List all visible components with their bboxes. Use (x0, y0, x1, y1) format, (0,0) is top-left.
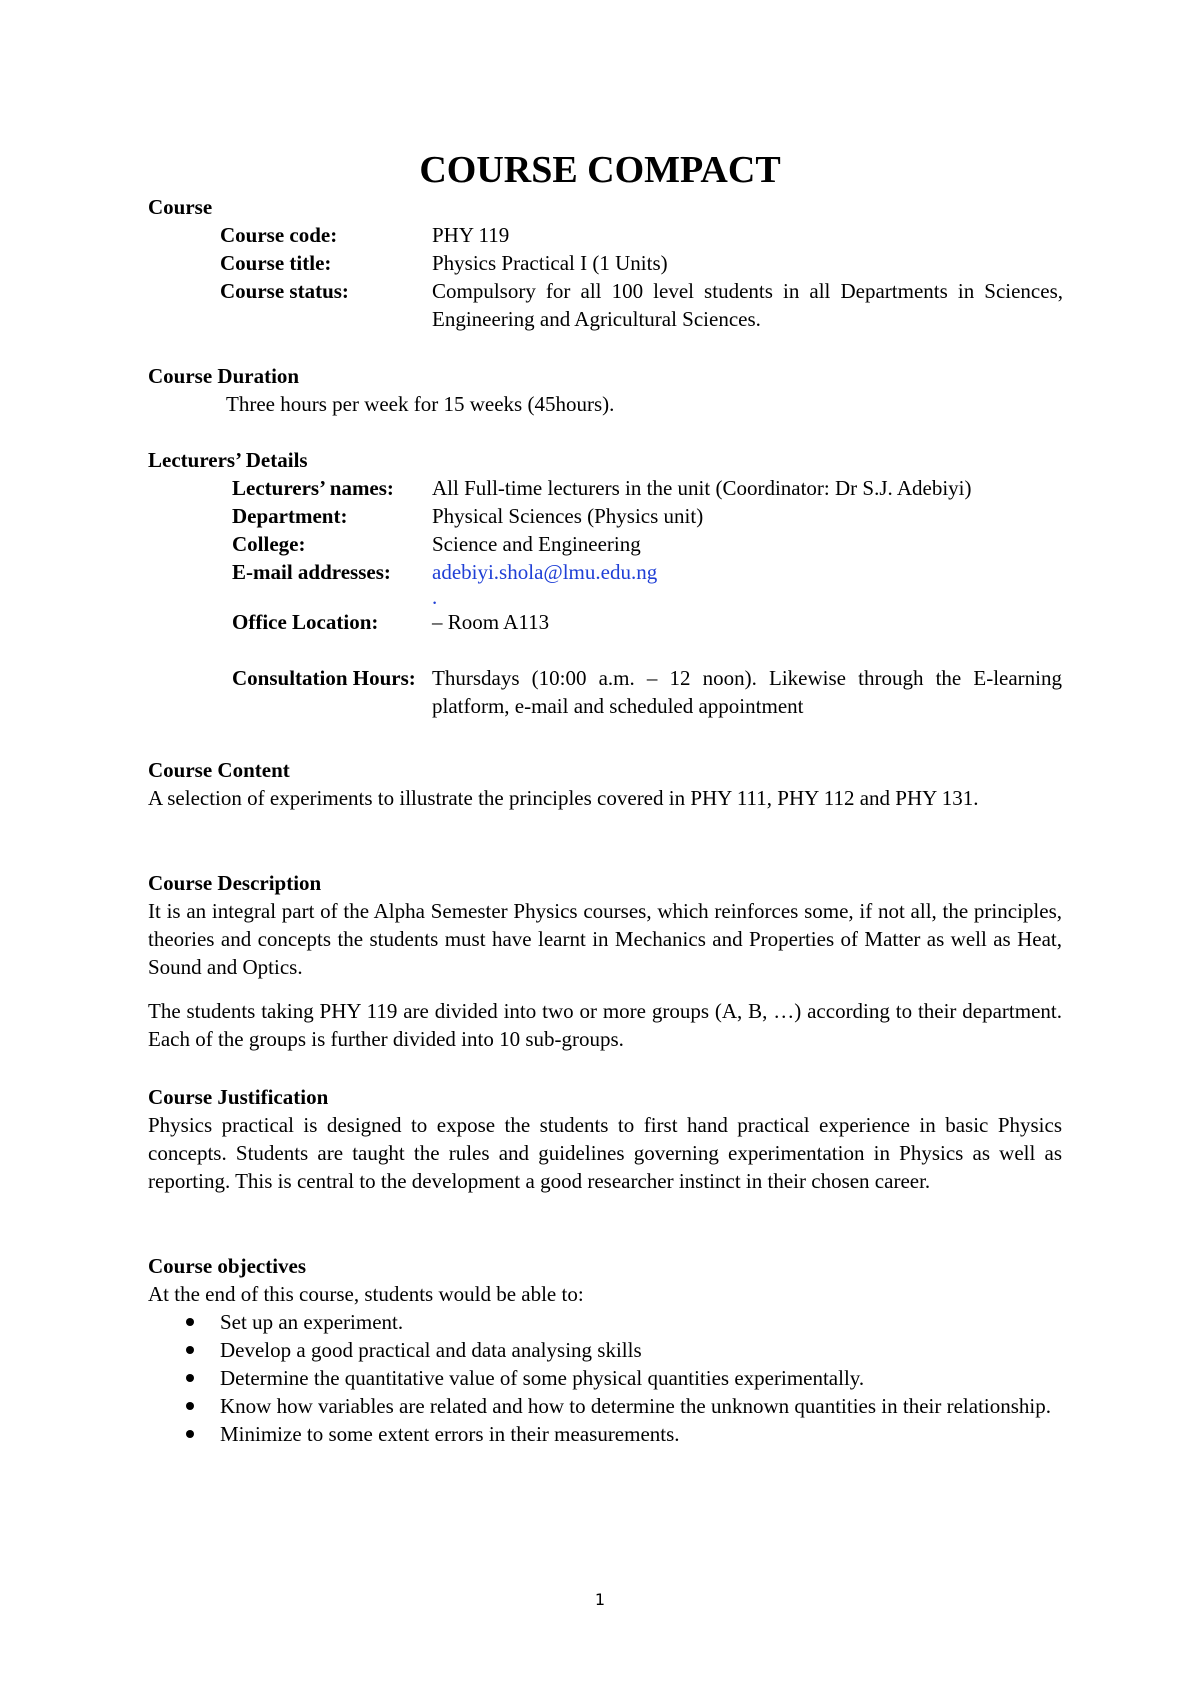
content-text: A selection of experiments to illustrate the principles covered in PHY 111, PHY 112 and PHY 131. (148, 786, 979, 810)
consultation-value (432, 664, 1062, 720)
description-section (148, 869, 1062, 1053)
course-title-row (220, 249, 1062, 277)
college-row (232, 530, 1062, 558)
objective-text: Develop a good practical and data analysing skills (220, 1338, 642, 1362)
bullet-icon (186, 1346, 194, 1354)
lecturers-section (148, 446, 1062, 720)
office-label: Office Location: (232, 610, 379, 634)
description-para1: It is an integral part of the Alpha Semester Physics courses, which reinforces some, if not all, the principles, theories and concepts the students must have learnt in Mechanics and Properties of Matter as well as Heat, Sound and Optics. (148, 899, 1062, 979)
page-number: 1 (594, 1590, 606, 1609)
bullet-icon (186, 1430, 194, 1438)
consultation-row (232, 664, 1062, 720)
list-item (148, 1336, 1062, 1364)
bullet-icon (186, 1402, 194, 1410)
justification-text: Physics practical is designed to expose the students to first hand practical experience in basic Physics concepts. Students are taught the rules and guidelines governing experimentation in Physics as well as reporting. This is central to the development a good researcher instinct in their chosen career. (148, 1113, 1062, 1193)
lecturers-heading: Lecturers’ Details (148, 448, 308, 472)
course-code-value: PHY 119 (432, 223, 510, 247)
description-heading: Course Description (148, 871, 322, 895)
justification-heading: Course Justification (148, 1085, 329, 1109)
course-heading: Course (148, 195, 213, 219)
course-section (148, 193, 1062, 333)
objective-text: Know how variables are related and how to determine the unknown quantities in their relationship. (220, 1394, 1052, 1418)
email-label: E-mail addresses: (232, 560, 391, 584)
objective-text: Minimize to some extent errors in their measurements. (220, 1422, 680, 1446)
objectives-section (148, 1252, 1062, 1448)
email-extra-row (232, 586, 1062, 608)
duration-section (148, 362, 1062, 418)
course-code-label: Course code: (220, 223, 338, 247)
duration-heading: Course Duration (148, 364, 300, 388)
objective-text: Determine the quantitative value of some physical quantities experimentally. (220, 1366, 865, 1390)
consultation-label: Consultation Hours: (232, 666, 416, 690)
lecturers-names-row (232, 474, 1062, 502)
office-value: – Room A113 (432, 610, 550, 634)
list-item (148, 1392, 1062, 1420)
objective-text: Set up an experiment. (220, 1310, 404, 1334)
lecturers-names-label: Lecturers’ names: (232, 476, 394, 500)
duration-text: Three hours per week for 15 weeks (45hours). (226, 392, 615, 416)
list-item (148, 1364, 1062, 1392)
course-title-value: Physics Practical I (1 Units) (432, 251, 668, 275)
course-title-label: Course title: (220, 251, 332, 275)
college-value: Science and Engineering (432, 532, 641, 556)
objectives-list (148, 1308, 1062, 1448)
department-label: Department: (232, 504, 348, 528)
office-row (232, 608, 1062, 636)
course-code-row (220, 221, 1062, 249)
document-title: COURSE COMPACT (419, 149, 781, 191)
course-status-value: Compulsory for all 100 level students in all Departments in Sciences, Engineering and Agricultural Sciences. (432, 279, 1063, 331)
email-extra: . (432, 585, 438, 609)
justification-section (148, 1083, 1062, 1195)
email-link[interactable]: adebiyi.shola@lmu.edu.ng (432, 560, 658, 584)
lecturers-names-value: All Full-time lecturers in the unit (Coordinator: Dr S.J. Adebiyi) (432, 476, 972, 500)
objectives-heading: Course objectives (148, 1254, 307, 1278)
bullet-icon (186, 1318, 194, 1326)
consultation-text: Thursdays (10:00 a.m. – 12 noon). Likewise through the E-learning platform, e-mail and scheduled appointment (432, 666, 1062, 718)
objectives-intro: At the end of this course, students would be able to: (148, 1282, 584, 1306)
department-row (232, 502, 1062, 530)
course-status-row (220, 277, 1062, 333)
content-heading: Course Content (148, 758, 290, 782)
bullet-icon (186, 1374, 194, 1382)
email-row (232, 558, 1062, 586)
list-item (148, 1308, 1062, 1336)
list-item (148, 1420, 1062, 1448)
college-label: College: (232, 532, 306, 556)
description-para2: The students taking PHY 119 are divided into two or more groups (A, B, …) according to their department. Each of the groups is further divided into 10 sub-groups. (148, 999, 1062, 1051)
department-value: Physical Sciences (Physics unit) (432, 504, 704, 528)
content-section (148, 756, 1062, 812)
course-status-label: Course status: (220, 279, 349, 303)
